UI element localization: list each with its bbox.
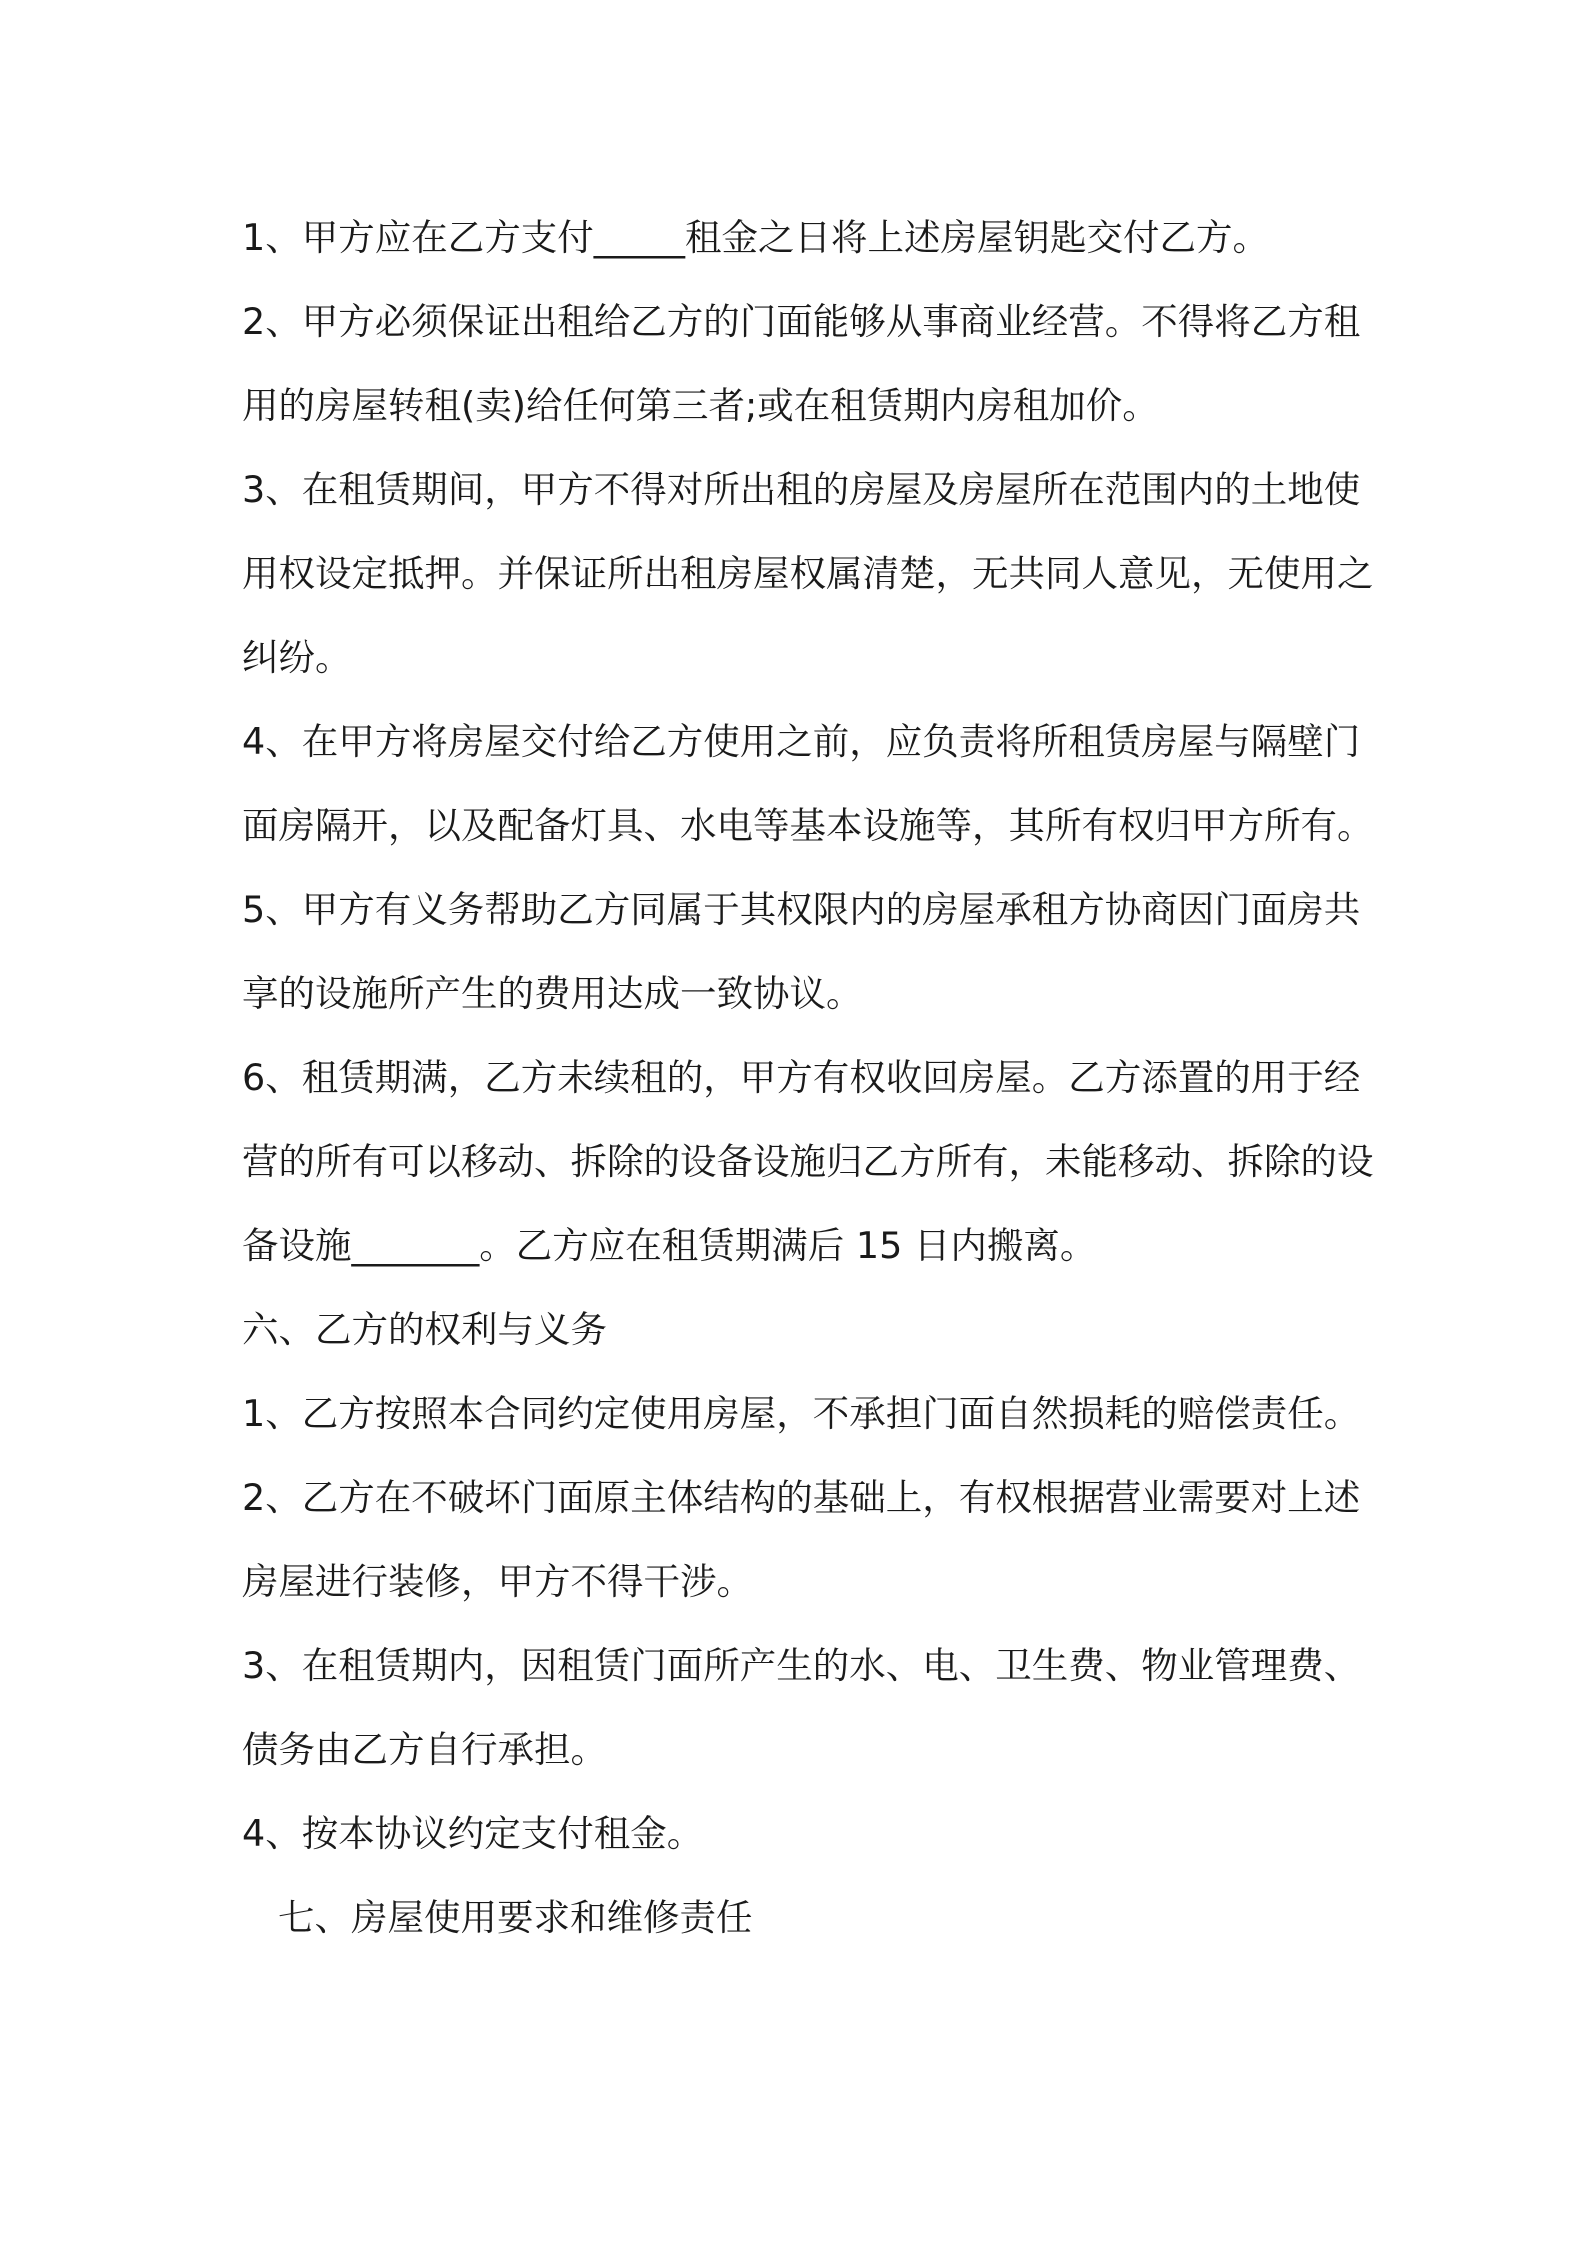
clause-jia-6: 6、租赁期满，乙方未续租的，甲方有权收回房屋。乙方添置的用于经营的所有可以移动、拆除的设备设施归乙方所有，未能移动、拆除的设备设施_______。乙方应在租赁期满后 15 日内搬离。 bbox=[242, 1056, 1374, 1267]
clause-jia-5: 5、甲方有义务帮助乙方同属于其权限内的房屋承租方协商因门面房共享的设施所产生的费用达成一致协议。 bbox=[242, 888, 1361, 1015]
section-heading-7: 七、房屋使用要求和维修责任 bbox=[278, 1896, 753, 1939]
document-body bbox=[242, 196, 1382, 1960]
clause-yi-4: 4、按本协议约定支付租金。 bbox=[242, 1812, 704, 1855]
clause-jia-3: 3、在租赁期间，甲方不得对所出租的房屋及房屋所在范围内的土地使用权设定抵押。并保证所出租房屋权属清楚，无共同人意见，无使用之纠纷。 bbox=[242, 468, 1374, 679]
clause-yi-2: 2、乙方在不破坏门面原主体结构的基础上，有权根据营业需要对上述房屋进行装修，甲方不得干涉。 bbox=[242, 1476, 1361, 1603]
section-heading-6: 六、乙方的权利与义务 bbox=[242, 1308, 607, 1351]
clause-jia-4: 4、在甲方将房屋交付给乙方使用之前，应负责将所租赁房屋与隔壁门面房隔开，以及配备灯具、水电等基本设施等，其所有权归甲方所有。 bbox=[242, 720, 1374, 847]
clause-jia-1: 1、甲方应在乙方支付_____租金之日将上述房屋钥匙交付乙方。 bbox=[242, 216, 1269, 259]
clause-jia-2: 2、甲方必须保证出租给乙方的门面能够从事商业经营。不得将乙方租用的房屋转租(卖)给任何第三者;或在租赁期内房租加价。 bbox=[242, 300, 1361, 427]
clause-yi-1: 1、乙方按照本合同约定使用房屋，不承担门面自然损耗的赔偿责任。 bbox=[242, 1392, 1361, 1435]
clause-yi-3: 3、在租赁期内，因租赁门面所产生的水、电、卫生费、物业管理费、债务由乙方自行承担。 bbox=[242, 1644, 1361, 1771]
